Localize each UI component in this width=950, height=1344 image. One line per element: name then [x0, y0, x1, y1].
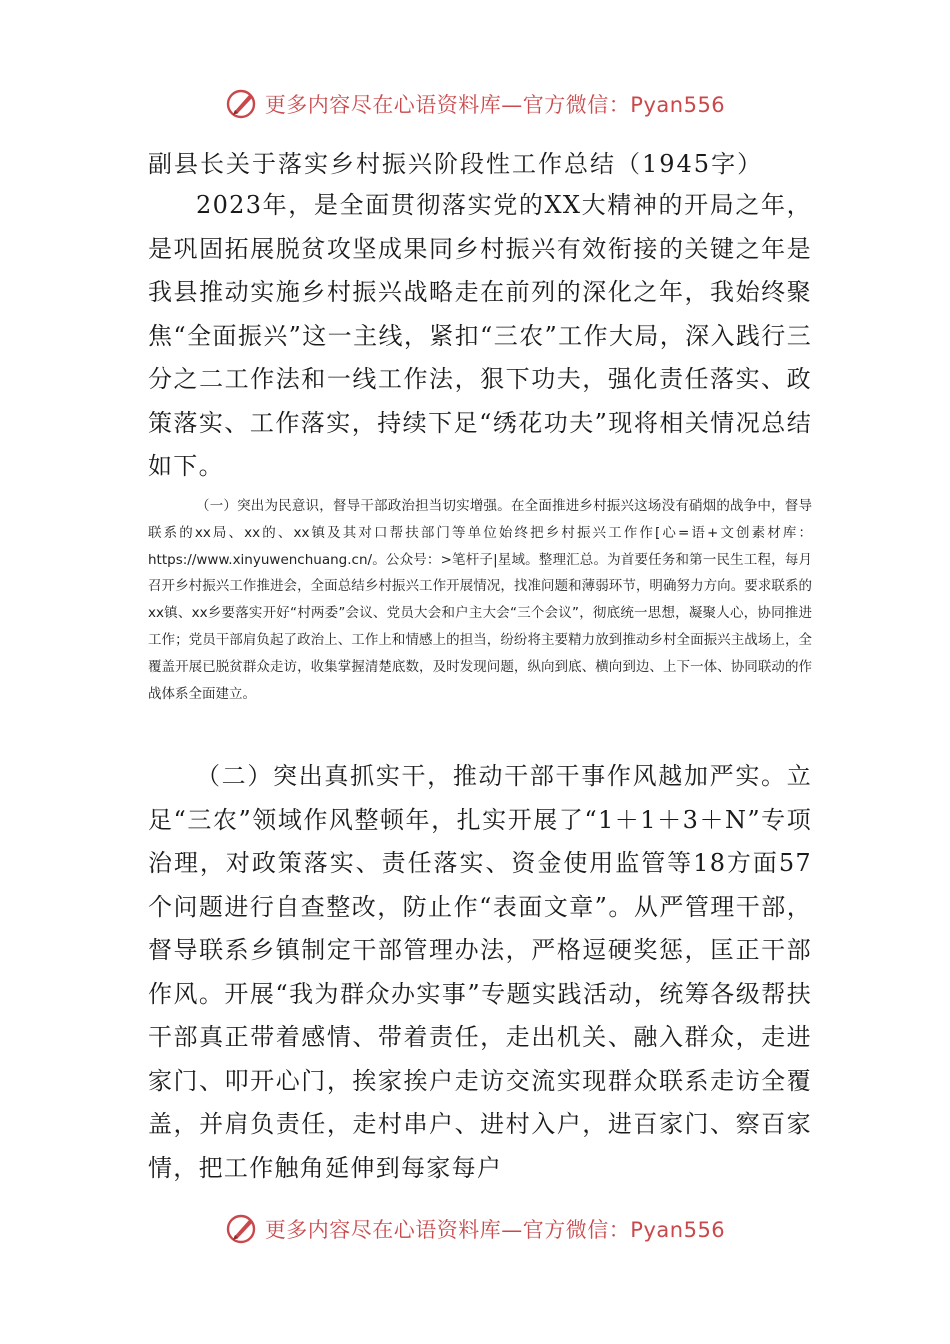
paragraph-intro: 2023年，是全面贯彻落实党的XX大精神的开局之年，是巩固拓展脱贫攻坚成果同乡村振兴有效衔接的关键之年是我县推动实施乡村振兴战略走在前列的深化之年，我始终聚焦“全面振兴”这一主线，紧扣“三农”工作大局，深入践行三分之二工作法和一线工作法，狠下功夫，强化责任落实、政策落实、工作落实，持续下足“绣花功夫”现将相关情况总结如下。: [148, 191, 812, 480]
pen-circle-icon: [225, 87, 259, 121]
footer-watermark-text: 更多内容尽在心语资料库—官方微信：Pyan556: [264, 1218, 726, 1242]
document-title: 副县长关于落实乡村振兴阶段性工作总结（1945字）: [148, 150, 764, 178]
paragraph-section-two: （二）突出真抓实干，推动干部干事作风越加严实。立足“三农”领域作风整顿年，扎实开展了“1＋1＋3＋N”专项治理，对政策落实、责任落实、资金使用监管等18方面57个问题进行自查整改，防止作“表面文章”。从严管理干部，督导联系乡镇制定干部管理办法，严格逗硬奖惩，匡正干部作风。开展“我为群众办实事”专题实践活动，统筹各级帮扶干部真正带着感情、带着责任，走出机关、融入群众，走进家门、叩开心门，挨家挨户走访交流实现群众联系走访全覆盖，并肩负责任，走村串户、进村入户，进百家门、察百家情，把工作触角延伸到每家每户: [148, 762, 812, 1182]
header-watermark-banner: [0, 82, 950, 126]
header-watermark-text: 更多内容尽在心语资料库—官方微信：Pyan556: [264, 93, 726, 117]
paragraph-section-one: （一）突出为民意识，督导干部政治担当切实增强。在全面推进乡村振兴这场没有硝烟的战争中，督导联系的xx局、xx的、xx镇及其对口帮扶部门等单位始终把乡村振兴工作作[心=语+文创素材库：https://www.xinyuwenchuang.cn/。公众号：>笔杆子|星域。整理汇总。为首要任务和第一民生工程，每月召开乡村振兴工作推进会，全面总结乡村振兴工作开展情况，找准问题和薄弱环节，明确努力方向。要求联系的xx镇、xx乡要落实开好“村两委”会议、党员大会和户主大会“三个会议”，彻底统一思想，凝聚人心，协同推进工作；党员干部肩负起了政治上、工作上和情感上的担当，纷纷将主要精力放到推动乡村全面振兴主战场上，全覆盖开展已脱贫群众走访，收集掌握清楚底数，及时发现问题，纵向到底、横向到边、上下一体、协同联动的作战体系全面建立。: [148, 498, 812, 702]
footer-watermark-banner: [0, 1207, 950, 1251]
pen-circle-icon: [225, 1212, 259, 1246]
